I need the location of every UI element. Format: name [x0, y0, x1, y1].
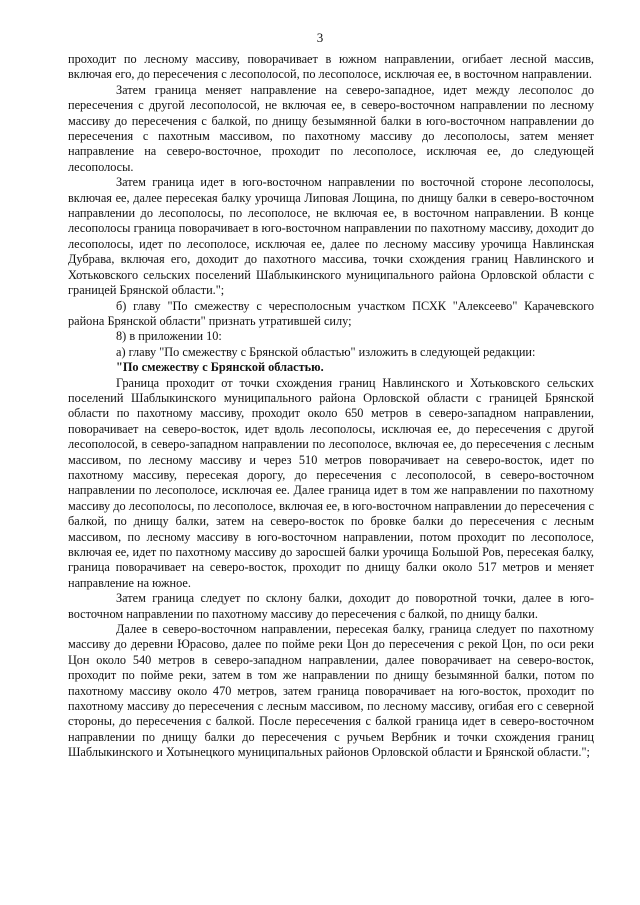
paragraph-2: Затем граница меняет направление на северо-западное, идет между лесополос до пересечения с другой лесополосой, не включая ее, в северо-восточном направлении по лесному массиву до пересечения с балкой, по днищу безымянной балки в юго-восточном направлении до пересечения с пахотным массивом, по пахотному массиву до лесополосы, затем меняет направление на северо-восточное, проходит по лесополосе, исключая ее, до следующей лесополосы.	[68, 82, 594, 174]
paragraph-4: б) главу "По смежеству с чересполосным участком ПСХК "Алексеево" Карачевского района Брянской области" признать утратившей силу;	[68, 298, 594, 328]
section-heading: "По смежеству с Брянской областью.	[116, 360, 324, 375]
paragraph-5: 8) в приложении 10:	[116, 329, 222, 344]
paragraph-1: проходит по лесному массиву, поворачивает в южном направлении, огибает лесной массив, включая его, до пересечения с лесополосой, по лесополосе, исключая ее, в восточном направлении.	[68, 52, 594, 82]
paragraph-6: а) главу "По смежеству с Брянской областью" изложить в следующей редакции:	[116, 344, 536, 359]
document-body	[68, 52, 594, 761]
paragraph-3: Затем граница идет в юго-восточном направлении по восточной стороне лесополосы, включая ее, далее пересекая балку урочища Липовая Лощина, по днищу балки в северо-восточном направлении до лесополосы, по лесополосе, не включая ее, в восточном направлении. В конце лесополосы граница поворачивает в юго-восточном направлении по пахотному массиву, доходит до лесополосы, идет по лесополосе, исключая ее, далее по лесному массиву урочища Навлинская Дубрава, включая его, доходит до пахотного массива, точки схождения границ Навлинского и Хотьковского сельских поселений Шаблыкинского муниципального района Орловской области с границей Брянской области.";	[68, 175, 594, 298]
paragraph-10: Далее в северо-восточном направлении, пересекая балку, граница следует по пахотному массиву до деревни Юрасово, далее по пойме реки Цон до пересечения с рекой Цон, по оси реки Цон около 540 метров в северо-западном направлении, далее поворачивает на северо-восток, проходит по пойме реки, затем в том же направлении по днищу безымянной балки, потом по пахотному массиву около 470 метров, затем граница поворачивает на юго-восток, проходит по пахотному массиву до пересечения с лесным массивом, по лесному массиву, огибая его с северной стороны, до пересечения с балкой. После пересечения с балкой граница идет в северо-восточном направлении по днищу балки до пересечения с ручьем Вербник и точки схождения границ Шаблыкинского и Хотынецкого муниципальных районов Орловской области и Брянской области.";	[68, 622, 594, 760]
paragraph-8: Граница проходит от точки схождения границ Навлинского и Хотьковского сельских поселений Шаблыкинского муниципального района Орловской области с границей Брянской области по пахотному массиву, проходит около 650 метров в северо-западном направлении, поворачивает на северо-восток, идет вдоль лесополосы, исключая ее, до пересечения с другой лесополосой, в северо-западном направлении по лесополосе, включая ее, до пересечения с лесным массивом, по лесному массиву и через 510 метров поворачивает на северо-восток, идет по пахотному массиву, пересекая дорогу, до пересечения с лесополосой, в северо-восточном направлении по лесополосе, исключая ее. Далее граница идет в том же направлении по пахотному массиву до лесополосы, по лесополосе, включая ее, в юго-восточном направлении до пересечения с балкой, по днищу балки, затем на северо-восток по бровке балки до пересечения с лесным массивом, по лесному массиву в юго-восточном направлении, потом проходит по лесополосе, включая ее, идет по пахотному массиву до заросшей балки урочища Большой Ров, пересекая балку, граница поворачивает на северо-восток, проходит по днищу балки около 517 метров и меняет направление на южное.	[68, 375, 594, 590]
page-number: 3	[316, 30, 324, 45]
paragraph-9: Затем граница следует по склону балки, доходит до поворотной точки, далее в юго-восточном направлении по пахотному массиву до пересечения с балкой, по днищу балки.	[68, 591, 594, 621]
